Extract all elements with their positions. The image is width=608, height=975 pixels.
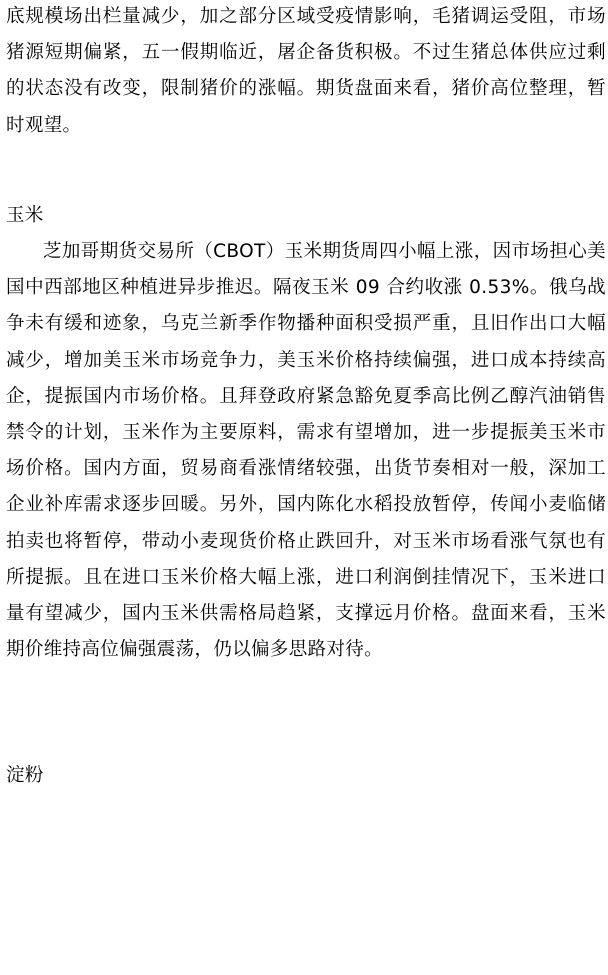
hog-analysis-paragraph: 底规模场出栏量减少，加之部分区域受疫情影响，毛猪调运受阻，市场猪源短期偏紧，五一假期临近，屠企备货积极。不过生猪总体供应过剩的状态没有改变，限制猪价的涨幅。期货盘面来看，猪价高位整理，暂时观望。 — [6, 6, 606, 136]
section-heading-corn: 玉米 — [6, 204, 44, 226]
section-heading-starch: 淀粉 — [6, 765, 44, 787]
section-spacer — [6, 668, 606, 758]
corn-analysis-paragraph: 芝加哥期货交易所（CBOT）玉米期货周四小幅上涨，因市场担心美国中西部地区种植进异步推迟。隔夜玉米 09 合约收涨 0.53%。俄乌战争未有缓和迹象，乌克兰新季作物播种面积受损严重，且旧作出口大幅减少，增加美玉米市场竞争力，美玉米价格持续偏强，进口成本持续高企，提振国内市场价格。且拜登政府紧急豁免夏季高比例乙醇汽油销售禁令的计划，玉米作为主要原料，需求有望增加，进一步提振美玉米市场价格。国内方面，贸易商看涨情绪较强，出货节奏相对一般，深加工企业补库需求逐步回暖。另外，国内陈化水稻投放暂停，传闻小麦临储拍卖也将暂停，带动小麦现货价格止跌回升，对玉米市场看涨气氛也有所提振。且在进口玉米价格大幅上涨，进口利润倒挂情况下，玉米进口量有望减少，国内玉米供需格局趋紧，支撑远月价格。盘面来看，玉米期价维持高位偏强震荡，仍以偏多思路对待。 — [6, 241, 606, 661]
document-page — [6, 0, 606, 795]
section-spacer — [6, 144, 606, 198]
